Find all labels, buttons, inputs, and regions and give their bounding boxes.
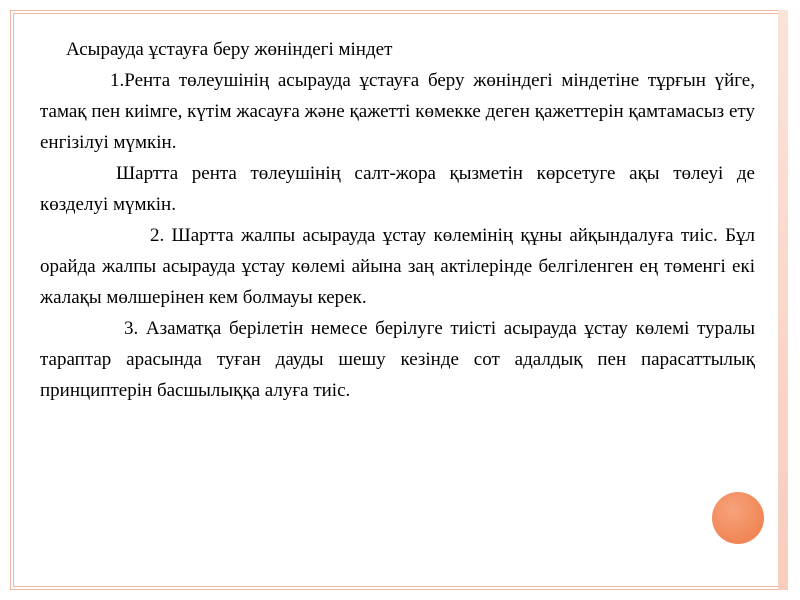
paragraph-4: 3. Азаматқа берілетін немесе берілуге тиісті асырауда ұстау көлемі туралы тараптар арасында туған дауды шешу кезінде сот адалдық пен парасаттылық принциптерін басшылыққа алуға тиіс. bbox=[40, 318, 755, 401]
decorative-circle bbox=[712, 492, 764, 544]
paragraph-2: Шартта рента төлеушінің салт-жора қызметін көрсетуге ақы төлеуі де көзделуі мүмкін. bbox=[40, 163, 755, 215]
paragraph-3: 2. Шартта жалпы асырауда ұстау көлемінің құны айқындалуға тиіс. Бұл орайда жалпы асырауда ұстау көлемі айына заң актілерінде белгіленген ең төменгі екі жалақы мөлшерінен кем болмауы керек. bbox=[40, 225, 755, 308]
slide-title: Асырауда ұстауға беру жөніндегі міндет bbox=[66, 39, 393, 60]
slide-content bbox=[40, 34, 755, 406]
paragraph-1: 1.Рента төлеушінің асырауда ұстауға беру жөніндегі міндетіне тұрғын үйге, тамақ пен киімге, күтім жасауға және қажетті көмекке деген қажеттерін қамтамасыз ету енгізілуі мүмкін. bbox=[40, 70, 755, 153]
decorative-side-band bbox=[778, 10, 788, 590]
